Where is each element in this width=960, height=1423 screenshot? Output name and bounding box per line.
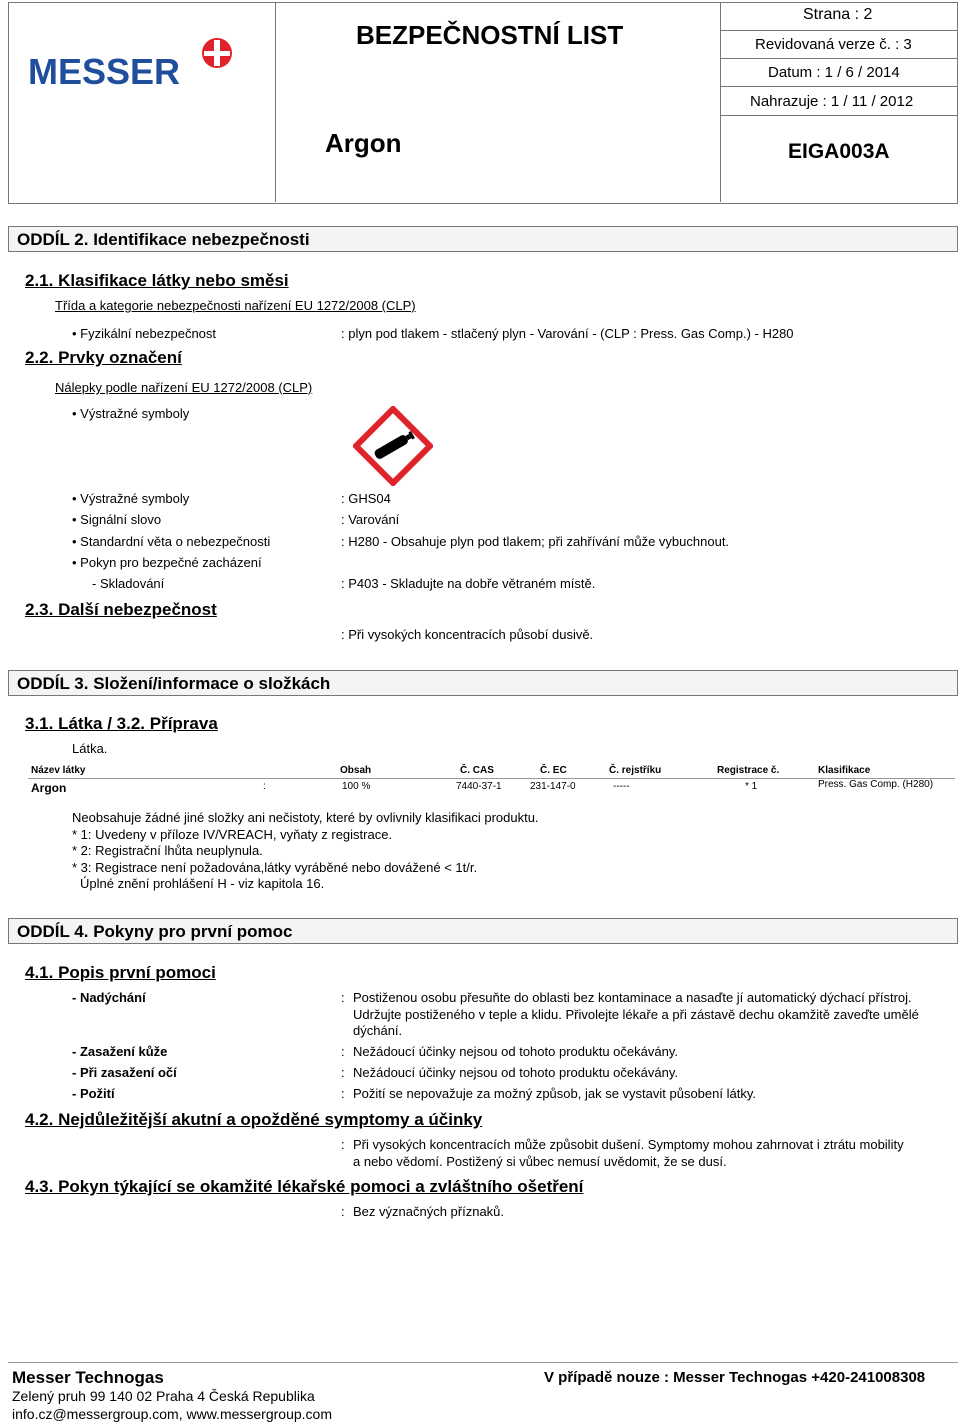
col-ec-header: Č. EC	[540, 765, 567, 776]
heading-4-3: 4.3. Pokyn týkající se okamžité lékařské pomoci a zvláštního ošetření	[25, 1177, 584, 1196]
colon: :	[341, 1204, 345, 1219]
eye-value: Nežádoucí účinky nejsou od tohoto produktu očekávány.	[353, 1065, 678, 1080]
note-line: Neobsahuje žádné jiné složky ani nečistoty, které by ovlivnily klasifikaci produktu.	[72, 810, 539, 825]
note-line: * 3: Registrace není požadována,látky vyráběné nebo dovážené < 1t/r.	[72, 860, 478, 875]
note-line: Úplné znění prohlášení H - viz kapitola 16.	[80, 876, 325, 891]
row-index: -----	[613, 781, 630, 792]
note-line: * 2: Registrační lhůta neuplynula.	[72, 843, 263, 858]
footer-address: Zelený pruh 99 140 02 Praha 4 Česká Republika	[12, 1388, 315, 1404]
col-registration-header: Registrace č.	[717, 765, 780, 776]
col-cas-header: Č. CAS	[460, 765, 494, 776]
header-divider	[720, 86, 958, 87]
labels-label: Nálepky podle nařízení EU 1272/2008 (CLP)	[55, 380, 313, 395]
col-name-header: Název látky	[31, 765, 86, 776]
table-divider	[28, 778, 955, 779]
replaces-date: Nahrazuje : 1 / 11 / 2012	[750, 93, 914, 110]
signal-word-label: • Signální slovo	[72, 512, 161, 527]
heading-4-1: 4.1. Popis první pomoci	[25, 963, 216, 982]
header-divider	[720, 58, 958, 59]
physical-hazard-label: • Fyzikální nebezpečnost	[72, 326, 216, 341]
row-classification: Press. Gas Comp. (H280)	[818, 779, 934, 790]
footer-web[interactable]: info.cz@messergroup.com, www.messergroup.com	[12, 1406, 332, 1422]
colon: :	[341, 990, 345, 1005]
note-line: * 1: Uvedeny v příloze IV/VREACH, vyňaty z registrace.	[72, 827, 393, 842]
pictogram-value: : GHS04	[341, 491, 391, 506]
section-2-title: ODDÍL 2. Identifikace nebezpečnosti	[8, 226, 958, 252]
pictogram-label: • Výstražné symboly	[72, 491, 189, 506]
colon: :	[341, 1044, 345, 1059]
row-cas: 7440-37-1	[456, 781, 502, 792]
skin-label: - Zasažení kůže	[72, 1044, 168, 1059]
footer-divider	[8, 1362, 958, 1363]
skin-value: Nežádoucí účinky nejsou od tohoto produktu očekávány.	[353, 1044, 678, 1059]
colon: :	[341, 1086, 345, 1101]
signal-word-value: : Varování	[341, 512, 400, 527]
row-separator: :	[263, 781, 266, 792]
substance-label: Látka.	[72, 741, 108, 756]
header-divider	[720, 30, 958, 31]
header-divider	[720, 115, 958, 116]
other-hazard-value: : Při vysokých koncentracích působí dusivě.	[341, 627, 594, 642]
section-4-title: ODDÍL 4. Pokyny pro první pomoc	[8, 918, 958, 944]
document-code: EIGA003A	[788, 140, 890, 163]
heading-2-3: 2.3. Další nebezpečnost	[25, 600, 217, 619]
heading-2-1: 2.1. Klasifikace látky nebo směsi	[25, 271, 289, 290]
colon: :	[341, 1137, 345, 1152]
messer-logo	[28, 36, 240, 95]
logo-wordmark: MESSER	[28, 51, 181, 92]
treatment-value: Bez význačných příznaků.	[353, 1204, 505, 1219]
document-title: BEZPEČNOSTNÍ LIST	[356, 20, 624, 50]
ingestion-value: Požití se nepovažuje za možný způsob, jak se vystavit působení látky.	[353, 1086, 756, 1101]
heading-3-1: 3.1. Látka / 3.2. Příprava	[25, 714, 218, 733]
hazard-statement-value: : H280 - Obsahuje plyn pod tlakem; při zahřívání může vybuchnout.	[341, 534, 730, 549]
heading-4-2: 4.2. Nejdůležitější akutní a opožděné symptomy a účinky	[25, 1110, 483, 1129]
inhalation-value: Postiženou osobu přesuňte do oblasti bez kontaminace a nasaďte jí automatický dýchací přístroj. Udržujte postiženého v teple a klidu. Přivolejte lékaře a při zástavě dechu okamžitě zaveďte umělé dýchání.	[353, 990, 919, 1038]
inhalation-label: - Nadýchání	[72, 990, 146, 1005]
revision: Revidovaná verze č. : 3	[755, 36, 912, 53]
col-content-header: Obsah	[340, 765, 372, 776]
section-3-title: ODDÍL 3. Složení/informace o složkách	[8, 670, 958, 696]
row-name: Argon	[31, 781, 67, 795]
storage-value: : P403 - Skladujte na dobře větraném místě.	[341, 576, 596, 591]
eye-label: - Při zasažení očí	[72, 1065, 177, 1080]
heading-2-2: 2.2. Prvky označení	[25, 348, 182, 367]
ghs04-pictogram-icon	[353, 406, 433, 489]
storage-label: - Skladování	[92, 576, 165, 591]
row-ec: 231-147-0	[530, 781, 576, 792]
symbols-label: • Výstražné symboly	[72, 406, 189, 421]
colon: :	[341, 1065, 345, 1080]
col-classification-header: Klasifikace	[818, 765, 871, 776]
classification-label: Třída a kategorie nebezpečnosti nařízení EU 1272/2008 (CLP)	[55, 298, 416, 313]
page-number: Strana : 2	[803, 6, 873, 23]
hazard-statement-label: • Standardní věta o nebezpečnosti	[72, 534, 270, 549]
row-registration: * 1	[745, 781, 758, 792]
ingestion-label: - Požití	[72, 1086, 115, 1101]
footer-emergency: V případě nouze : Messer Technogas +420-241008308	[544, 1369, 926, 1386]
physical-hazard-value: : plyn pod tlakem - stlačený plyn - Varování - (CLP : Press. Gas Comp.) - H280	[341, 326, 794, 341]
symptoms-value: Při vysokých koncentracích může způsobit dušení. Symptomy mohou zahrnovat i ztrátu mobility a nebo vědomí. Postižený si vůbec nemusí uvědomit, že se dusí.	[353, 1137, 904, 1169]
product-name: Argon	[325, 128, 402, 158]
row-content: 100 %	[342, 781, 371, 792]
issue-date: Datum : 1 / 6 / 2014	[768, 64, 900, 81]
footer-company: Messer Technogas	[12, 1368, 164, 1387]
col-index-header: Č. rejstříku	[609, 765, 662, 776]
header-divider	[275, 2, 276, 202]
precaution-label: • Pokyn pro bezpečné zacházení	[72, 555, 262, 570]
header-divider	[720, 2, 721, 202]
